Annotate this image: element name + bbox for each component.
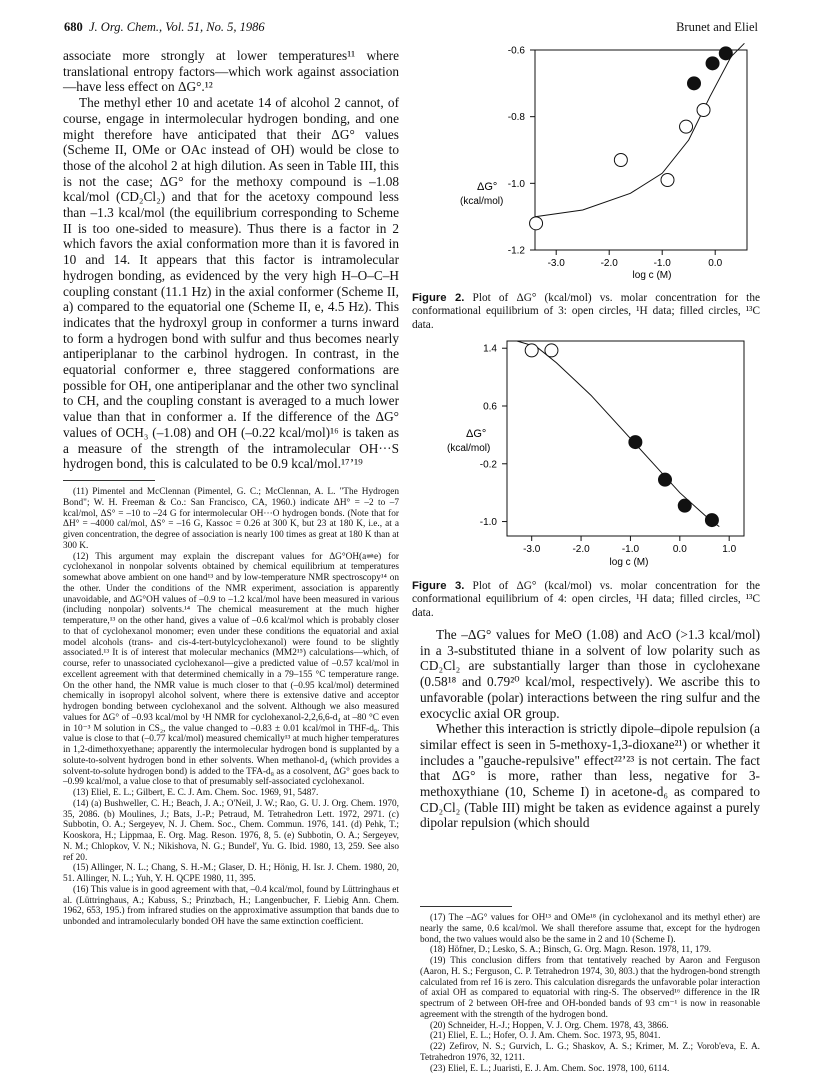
footnote: (16) This value is in good agreement with that, –0.4 kcal/mol, found by Lüttringhaus et al. (Lüttringhaus, A.; Kabuss, S.; Prinzbach, H.; Langenbucher, F. Liebig Ann. Chem. 1962, 653, 195.) from infrared studies on the approximative assumption that bands due to unbonded and intramolecularly bonded OH have the same extinction coefficient. [63, 885, 399, 928]
figure-2-open-point [530, 217, 543, 230]
figure-3-filled-point [659, 473, 672, 486]
journal-citation: J. Org. Chem., Vol. 51, No. 5, 1986 [89, 20, 265, 34]
figure-2-x-tick-label: -2.0 [601, 258, 619, 269]
figure-3-xlabel: log c (M) [610, 557, 649, 568]
footnote-rule [63, 480, 155, 481]
running-header-left [64, 20, 265, 35]
figure-2-ylabel-unit: (kcal/mol) [460, 196, 503, 207]
figure-2-open-point [697, 104, 710, 117]
footnote-rule [420, 906, 512, 907]
figure-2-caption-text: Plot of ΔG° (kcal/mol) vs. molar concentration for the conformational equilibrium of 3: open circles, ¹H data; filled circles, ¹³C data. [412, 292, 760, 331]
figure-2-y-tick-label: -0.8 [508, 112, 526, 123]
figure-3-x-tick-label: -3.0 [523, 544, 541, 555]
footnote: (22) Zefirov, N. S.; Gurvich, L. G.; Shaskov, A. S.; Krimer, M. Z.; Vorob'eva, E. A. Tetrahedron 1976, 32, 1211. [420, 1042, 760, 1064]
body-paragraph: Whether this interaction is strictly dipole–dipole repulsion (a similar effect is seen in 5-methoxy-1,3-dioxane²¹) or whether it includes a "gauche-repulsive" effect²²ʼ²³ is not certain. The fact that ΔG° is more, rather than less, negative for 3-methoxythiane (10, Scheme I) in acetone-d₆ as compared to CD₂Cl₂ (Table III) might be taken as evidence against a purely dipolar repulsion (which should [420, 721, 760, 831]
figure-2-xlabel: log c (M) [633, 270, 672, 280]
left-column-body [63, 48, 399, 472]
figure-3-plot [412, 336, 752, 568]
figure-2-caption [412, 292, 760, 332]
figure-2-x-tick-label: -1.0 [654, 258, 672, 269]
figure-2-frame [535, 50, 747, 250]
figure-2-x-tick-label: 0.0 [708, 258, 722, 269]
footnote: (11) Pimentel and McClennan (Pimentel, G. C.; McClennan, A. L. "The Hydrogen Bond"; W. H. Freeman & Co.: San Francisco, CA, 1960.) indicate ΔH° = –2 to –7 kcal/mol, ΔS° = –10 to –24 G for intermolecular OH···O hydrogen bonds. (Note that for ΔH° = –4000 cal/mol, ΔS° = –16 G, Kassoc = 0.26 at 300 K, but 23 at 180 K, i.e., at a given concentration, the degree of association is nearly 100 times as great at 180 K than at 300 K. [63, 487, 399, 552]
figure-3-filled-point [678, 499, 691, 512]
figure-3 [412, 336, 752, 568]
figure-2 [412, 40, 752, 280]
figure-2-y-tick-label: -1.2 [508, 246, 526, 257]
figure-3-y-tick-label: 1.4 [483, 344, 497, 355]
figure-3-caption-text: Plot of ΔG° (kcal/mol) vs. molar concentration for the conformational equilibrium of 4: open circles, ¹H data; filled circles, ¹³C data. [412, 580, 760, 619]
footnote: (15) Allinger, N. L.; Chang, S. H.-M.; Glaser, D. H.; Hönig, H. Isr. J. Chem. 1980, 20, 51. Allinger, N. L.; Yuh, Y. H. QCPE 1980, 11, 395. [63, 863, 399, 885]
figure-3-fit-curve [517, 341, 719, 527]
figure-3-y-tick-label: -0.2 [480, 459, 498, 470]
figure-3-ylabel-unit: (kcal/mol) [447, 443, 490, 454]
figure-3-open-point [545, 344, 558, 357]
figure-3-y-tick-label: 0.6 [483, 402, 497, 413]
figure-3-x-tick-label: -2.0 [572, 544, 590, 555]
figure-3-ylabel-symbol: ΔG° [466, 428, 486, 440]
figure-3-x-tick-label: -1.0 [622, 544, 640, 555]
page-number: 680 [64, 20, 83, 34]
figure-2-ylabel-symbol: ΔG° [477, 181, 497, 193]
body-paragraph: associate more strongly at lower temperatures¹¹ where translational entropy factors—which work against association—have less effect on ΔG°.¹² [63, 48, 399, 95]
figure-2-filled-point [688, 77, 701, 90]
running-header-authors: Brunet and Eliel [676, 20, 758, 35]
figure-2-x-tick-label: -3.0 [548, 258, 566, 269]
body-paragraph: The methyl ether 10 and acetate 14 of alcohol 2 cannot, of course, engage in intermolecular hydrogen bonding, and one might therefore have anticipated that their ΔG° values (Scheme II, OMe or OAc instead of OH) would be close to those of the alcohol 2 at high dilution. As seen in Table III, this is not the case; ΔG° for the methoxy compound is –1.08 kcal/mol (CD₂Cl₂) and that for the acetoxy compound less than –1.3 kcal/mol (the equilibrium corresponding to Scheme II is too one-sided to measure). Thus there is a factor in 2 which favors the axial conformation more than it is favored in 10 and 14. It appears that this factor is intramolecular hydrogen bonding, as evidenced by the very high H–O–C–H coupling constant (11.1 Hz) in the axial conformer (Scheme II, a) compared to the equatorial one (Scheme II, e, 4.5 Hz). This indicates that the hydroxyl group in conformer a turns inward to form a hydrogen bond with sulfur and thus becomes nearly antiperiplanar to the carbinol hydrogen. In contrast, in the equatorial conformer e, three staggered conformations are possible for OH, one antiperiplanar and the other two synclinal to CH, and the coupling constant is averaged to a much lower value than that in conformer a. If the difference of the ΔG° values of OCH₃ (–1.08) and OH (–0.22 kcal/mol)¹⁶ is taken as a measure of the strength of the intramolecular OH···S hydrogen bond, this is calculated to be 0.9 kcal/mol.¹⁷ʼ¹⁹ [63, 95, 399, 472]
footnote: (12) This argument may explain the discrepant values for ΔG°OH(a⇌e) for cyclohexanol in nonpolar solvents obtained by chemical equilibrium at temperatures somewhat above ambient on one hand¹³ and by low-temperature NMR spectroscopy¹⁴ on the other. Under the conditions of the NMR experiment, association is apparently unavoidable, and ΔG°OH values of –0.9 to –1.2 kcal/mol have been measured in various (including nonpolar) solvents.¹⁴ The chemical measurement at the much higher temperature,¹³ on the other hand, gives a value of –0.6 kcal/mol which is probably closer to that of cyclohexanol monomer; even under these conditions the equatorial and axial model alcohols (trans- and cis-4-tert-butylcyclohexanol) were found to be slightly associated.¹³ It is of interest that molecular mechanics (MM2¹⁵) calculations—which, of course, refer to unassociated cyclohexanol—give a predicted value of –0.57 kcal/mol in excellent agreement with that determined chemically in a 79–155 °C temperature range. On the other hand, the NMR value is much closer to that (–0.95 kcal/mol) determined chemically in isopropyl alcohol solvent, where there is extensive dative and acceptor hydrogen bonding between cyclohexanol and the solvent. Although we also measured values for ΔG° of –0.93 kcal/mol by ¹H NMR for cyclohexanol-2,2,6,6-d₄ at –80 °C even in 10⁻³ M solution in CS₂, the value changed to –0.83 ± 0.01 kcal/mol in THF-d₈. This value is close to that (–0.77 kcal/mol) measured chemically¹³ at much higher temperatures in 1,2-dimethoxyethane; apparently the intermolecular hydrogen bond is supplanted by a solute-to-solvent hydrogen bond in ether solvents. When methanol-d₄ (which provides a solvent-to-solute hydrogen bond) is added to the TFA-d₈ as a cosolvent, ΔG° goes back to –0.99 kcal/mol, a value close to that of presumably self-associated cyclohexanol. [63, 552, 399, 789]
figure-2-filled-point [706, 57, 719, 70]
figure-2-caption-label: Figure 2. [412, 292, 464, 304]
body-paragraph: The –ΔG° values for MeO (1.08) and AcO (>1.3 kcal/mol) in a 3-substituted thiane in a solvent of low polarity such as CD₂Cl₂ are substantially larger than those in cyclohexane (0.58¹⁸ and 0.79²⁰ kcal/mol, respectively). We ascribe this to unfavorable (polar) interactions between the ring sulfur and the exocyclic axial OR group. [420, 627, 760, 721]
right-column-body [420, 627, 760, 831]
footnote: (19) This conclusion differs from that tentatively reached by Aaron and Ferguson (Aaron, H. S.; Ferguson, C. P. Tetrahedron 1974, 30, 803.) that the hydrogen-bond strength calculated from ref 16 is zero. This calculation disregards the unfavorable polar interaction of axial OH as compared to equatorial with ring-S. The observed¹⁶ difference in the IR spectrum of 2 between OH-free and OH-bonded bands of 93 cm⁻¹ is now in reasonable agreement with the strength of the hydrogen bond. [420, 956, 760, 1021]
figure-3-filled-point [629, 436, 642, 449]
footnote: (20) Schneider, H.-J.; Hoppen, V. J. Org. Chem. 1978, 43, 3866. [420, 1021, 760, 1032]
footnote: (23) Eliel, E. L.; Juaristi, E. J. Am. Chem. Soc. 1978, 100, 6114. [420, 1064, 760, 1074]
figure-3-y-tick-label: -1.0 [480, 517, 498, 528]
figure-3-filled-point [705, 514, 718, 527]
figure-3-x-tick-label: 1.0 [722, 544, 736, 555]
figure-3-open-point [525, 344, 538, 357]
footnote: (14) (a) Bushweller, C. H.; Beach, J. A.; O'Neil, J. W.; Rao, G. U. J. Org. Chem. 1970, 35, 2086. (b) Moulines, J.; Bats, J.-P.; Petraud, M. Tetrahedron Lett. 1972, 2971. (c) Subbotin, O. A.; Sergeyev, N. J. Chem. Soc., Chem. Commun. 1976, 141. (d) Pehk, T.; Kooskora, H.; Lippmaa, E. Org. Mag. Reson. 1976, 8, 5. (e) Subbotin, O. A.; Sergeyev, N. M.; Chlopkov, V. N.; Nikishova, N. G.; Bundel', Yu. G. Ibid. 1980, 13, 259. See also ref 20. [63, 799, 399, 864]
figure-3-caption [412, 580, 760, 620]
figure-2-open-point [680, 120, 693, 133]
figure-3-caption-label: Figure 3. [412, 580, 464, 592]
footnote: (17) The –ΔG° values for OH¹³ and OMe¹⁸ (in cyclohexanol and its methyl ether) are nearly the same, 0.6 kcal/mol. We shall therefore assume that, except for the hydrogen bond, the two values would also be the same in 2 and 10 (Scheme I). [420, 913, 760, 945]
figure-2-open-point [614, 154, 627, 167]
figure-2-y-tick-label: -0.6 [508, 46, 526, 57]
right-footnotes [420, 913, 760, 1074]
footnote: (21) Eliel, E. L.; Hofer, O. J. Am. Chem. Soc. 1973, 95, 8041. [420, 1031, 760, 1042]
figure-3-frame [507, 341, 744, 536]
figure-2-open-point [661, 174, 674, 187]
figure-3-x-tick-label: 0.0 [673, 544, 687, 555]
figure-2-filled-point [719, 47, 732, 60]
footnote: (18) Höfner, D.; Lesko, S. A.; Binsch, G. Org. Magn. Reson. 1978, 11, 179. [420, 945, 760, 956]
figure-2-y-tick-label: -1.0 [508, 179, 526, 190]
footnote: (13) Eliel, E. L.; Gilbert, E. C. J. Am. Chem. Soc. 1969, 91, 5487. [63, 788, 399, 799]
left-footnotes [63, 487, 399, 928]
figure-2-plot [412, 40, 752, 280]
